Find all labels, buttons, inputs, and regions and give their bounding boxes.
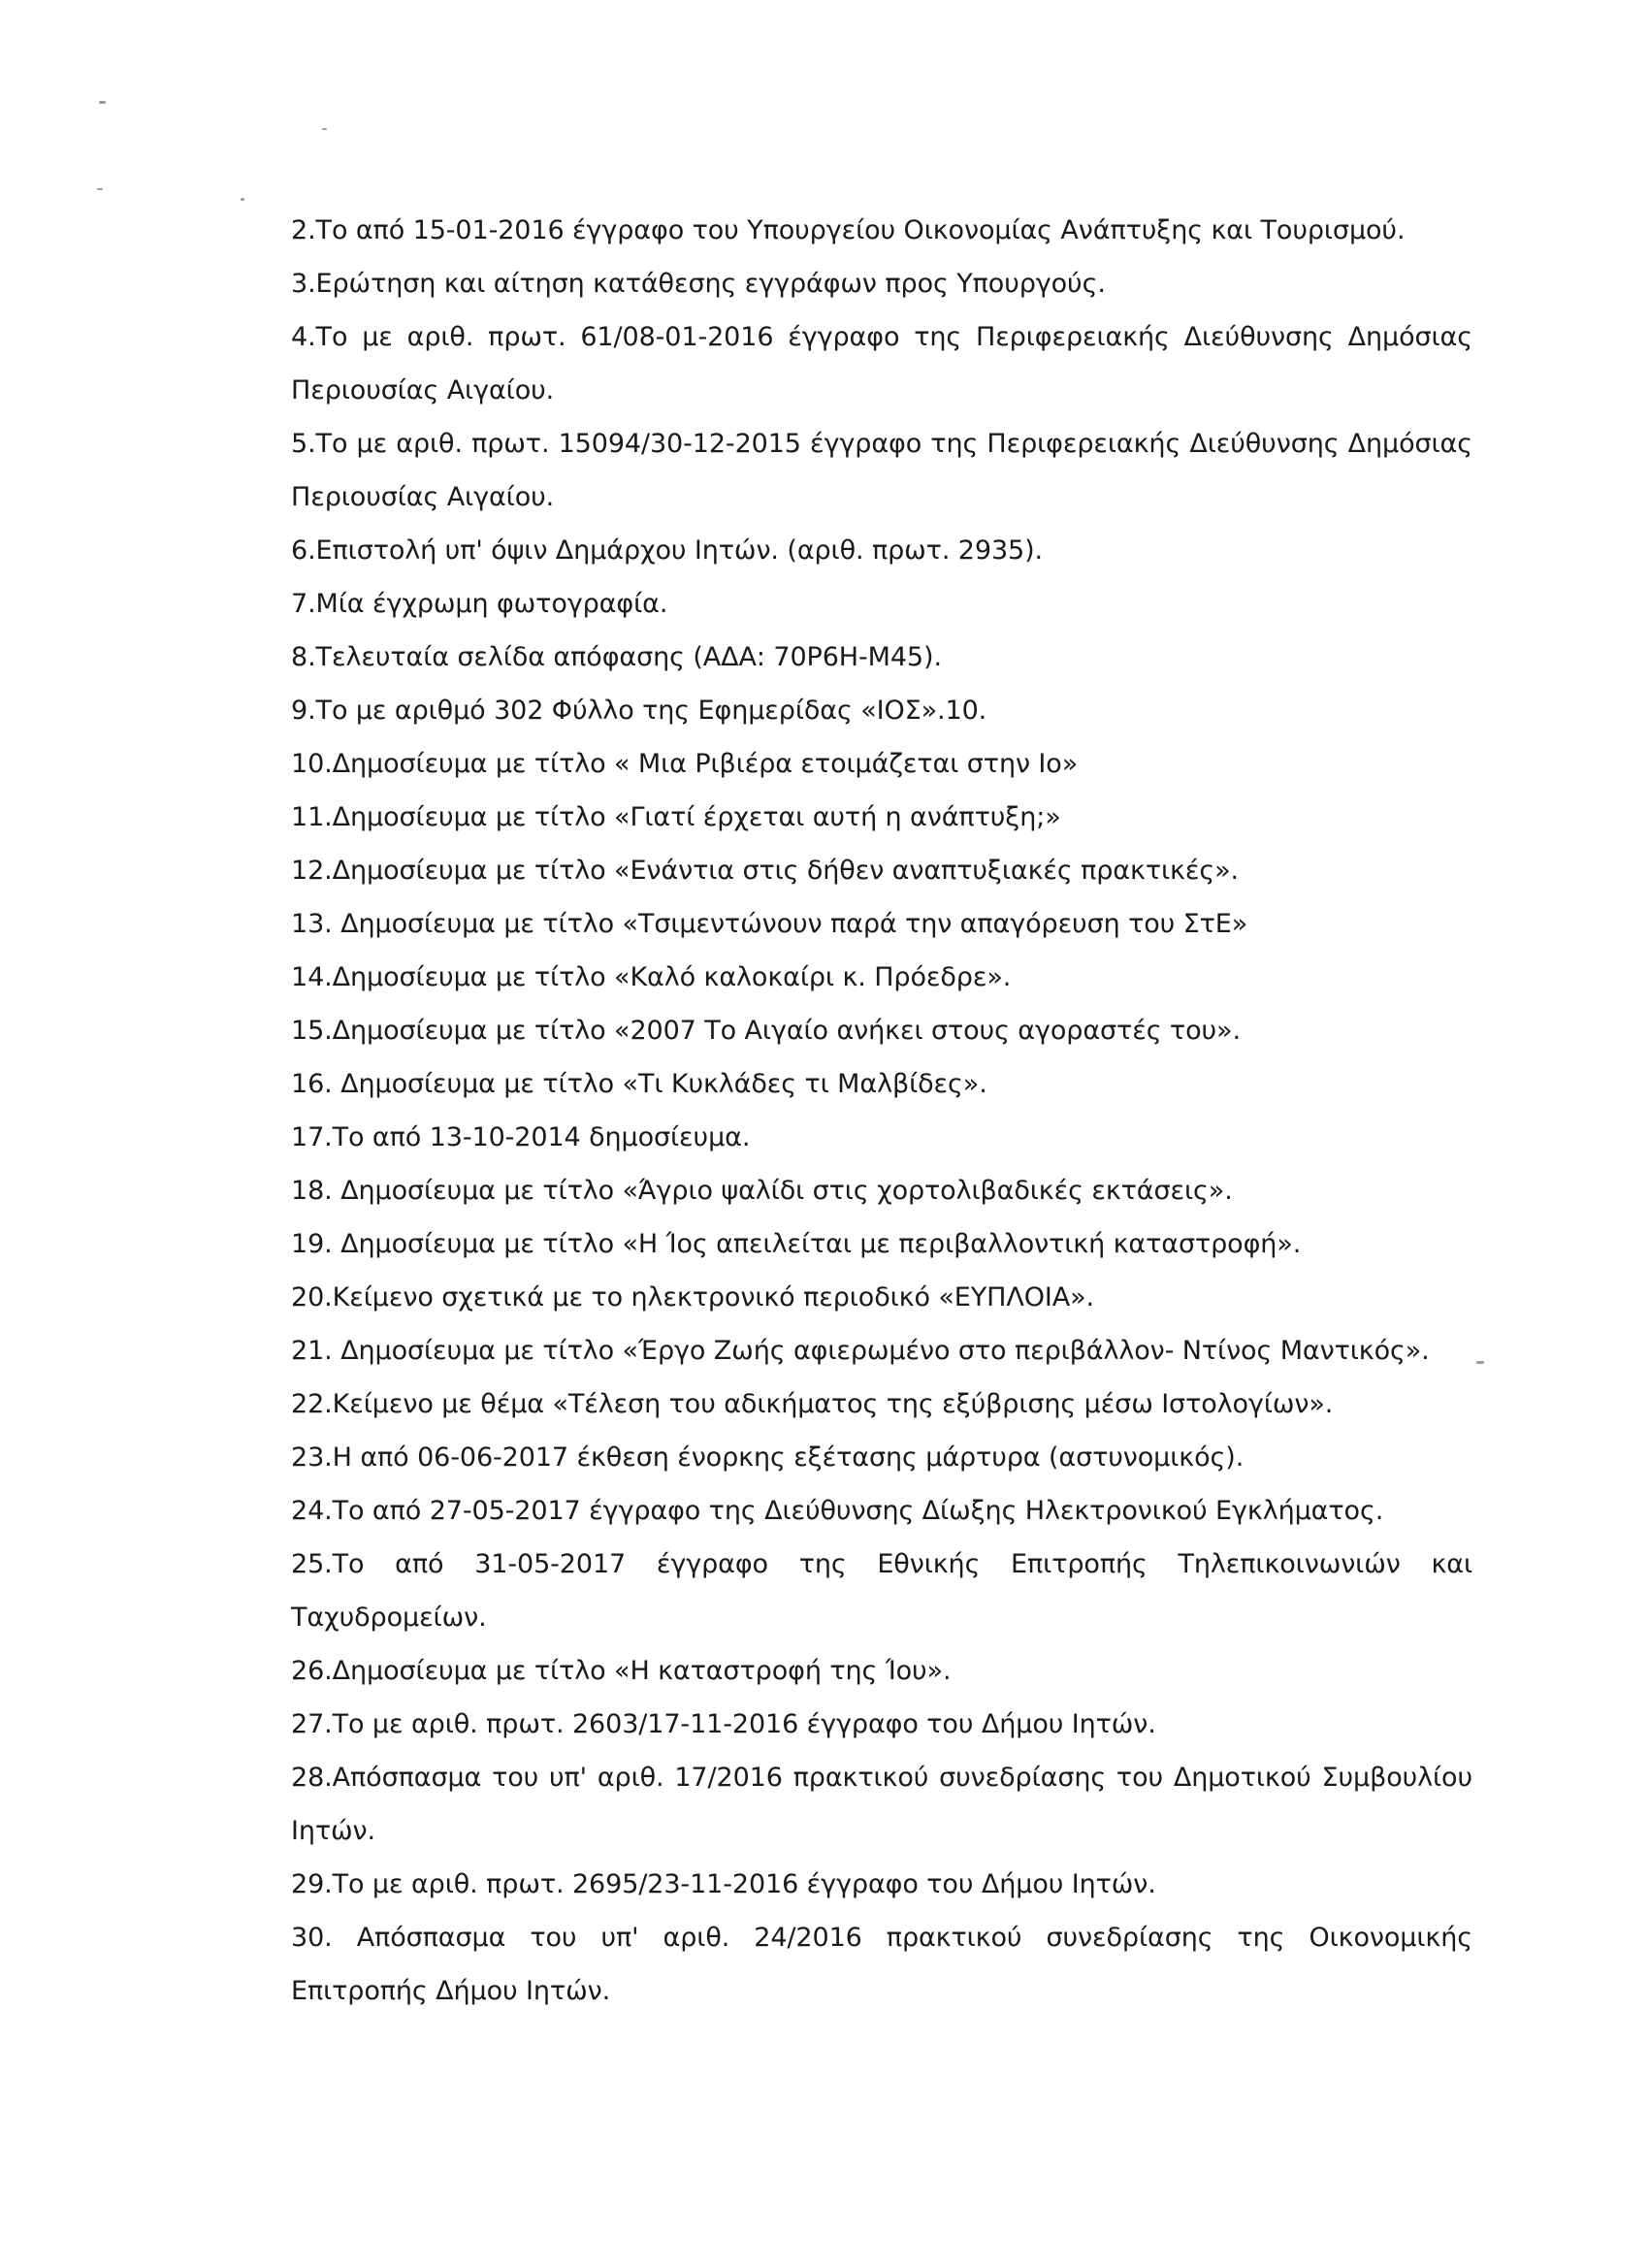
list-item: 15.Δημοσίευμα με τίτλο «2007 Το Αιγαίο ανήκει στους αγοραστές του». [291, 1016, 1241, 1046]
scan-speck [99, 101, 106, 104]
list-item: 8.Τελευταία σελίδα απόφασης (ΑΔΑ: 70Ρ6Η-Μ45). [291, 642, 942, 672]
list-item: 2.Το από 15-01-2016 έγγραφο του Υπουργείου Οικονομίας Ανάπτυξης και Τουρισμού. [291, 215, 1406, 245]
list-item: 7.Μία έγχρωμη φωτογραφία. [291, 589, 668, 619]
list-item: 19. Δημοσίευμα με τίτλο «Η Ίος απειλείται με περιβαλλοντική καταστροφή». [291, 1229, 1302, 1259]
list-item: 12.Δημοσίευμα με τίτλο «Ενάντια στις δήθεν αναπτυξιακές πρακτικές». [291, 856, 1239, 886]
list-item: 25.Το από 31-05-2017 έγγραφο της Εθνικής Επιτροπής Τηλεπικοινωνιών και Ταχυδρομείων. [291, 1549, 1472, 1633]
list-item: 4.Το με αριθ. πρωτ. 61/08-01-2016 έγγραφο της Περιφερειακής Διεύθυνσης Δημόσιας Περιουσίας Αιγαίου. [291, 322, 1472, 405]
list-item: 27.Το με αριθ. πρωτ. 2603/17-11-2016 έγγραφο του Δήμου Ιητών. [291, 1709, 1156, 1739]
list-item: 5.Το με αριθ. πρωτ. 15094/30-12-2015 έγγραφο της Περιφερειακής Διεύθυνσης Δημόσιας Περιουσίας Αιγαίου. [291, 429, 1472, 512]
list-item: 24.Το από 27-05-2017 έγγραφο της Διεύθυνσης Δίωξης Ηλεκτρονικού Εγκλήματος. [291, 1496, 1384, 1526]
scan-speck [97, 188, 103, 190]
list-item: 21. Δημοσίευμα με τίτλο «Έργο Ζωής αφιερωμένο στο περιβάλλον- Ντίνος Μαντικός». [291, 1336, 1430, 1366]
list-item: 16. Δημοσίευμα με τίτλο «Τι Κυκλάδες τι Μαλβίδες». [291, 1069, 987, 1099]
list-item: 22.Κείμενο με θέμα «Τέλεση του αδικήματος της εξύβρισης μέσω Ιστολογίων». [291, 1389, 1334, 1419]
list-item: 20.Κείμενο σχετικά με το ηλεκτρονικό περιοδικό «ΕΥΠΛΟΙΑ». [291, 1282, 1095, 1312]
list-item: 10.Δημοσίευμα με τίτλο « Μια Ριβιέρα ετοιμάζεται στην Ιο» [291, 749, 1079, 779]
list-item: 29.Το με αριθ. πρωτ. 2695/23-11-2016 έγγραφο του Δήμου Ιητών. [291, 1869, 1156, 1899]
scan-speck [322, 128, 327, 130]
scan-speck [1476, 1361, 1484, 1364]
list-item: 13. Δημοσίευμα με τίτλο «Τσιμεντώνουν παρά την απαγόρευση του ΣτΕ» [291, 909, 1248, 939]
list-item: 23.Η από 06-06-2017 έκθεση ένορκης εξέτασης μάρτυρα (αστυνομικός). [291, 1442, 1245, 1473]
scan-speck [241, 198, 244, 201]
list-item: 26.Δημοσίευμα με τίτλο «Η καταστροφή της Ίου». [291, 1656, 952, 1686]
list-item: 9.Το με αριθμό 302 Φύλλο της Εφημερίδας «ΙΟΣ».10. [291, 696, 987, 726]
list-item: 6.Επιστολή υπ' όψιν Δημάρχου Ιητών. (αριθ. πρωτ. 2935). [291, 535, 1044, 566]
list-item: 28.Απόσπασμα του υπ' αριθ. 17/2016 πρακτικού συνεδρίασης του Δημοτικού Συμβουλίου Ιητών. [291, 1763, 1472, 1846]
list-item: 18. Δημοσίευμα με τίτλο «Άγριο ψαλίδι στις χορτολιβαδικές εκτάσεις». [291, 1176, 1233, 1206]
list-item: 3.Ερώτηση και αίτηση κατάθεσης εγγράφων προς Υπουργούς. [291, 269, 1106, 299]
attachments-list [291, 204, 1472, 2018]
list-item: 17.Το από 13-10-2014 δημοσίευμα. [291, 1122, 751, 1152]
list-item: 30. Απόσπασμα του υπ' αριθ. 24/2016 πρακτικού συνεδρίασης της Οικονομικής Επιτροπής Δήμου Ιητών. [291, 1923, 1472, 2006]
list-item: 11.Δημοσίευμα με τίτλο «Γιατί έρχεται αυτή η ανάπτυξη;» [291, 802, 1061, 832]
list-item: 14.Δημοσίευμα με τίτλο «Καλό καλοκαίρι κ. Πρόεδρε». [291, 962, 1012, 992]
